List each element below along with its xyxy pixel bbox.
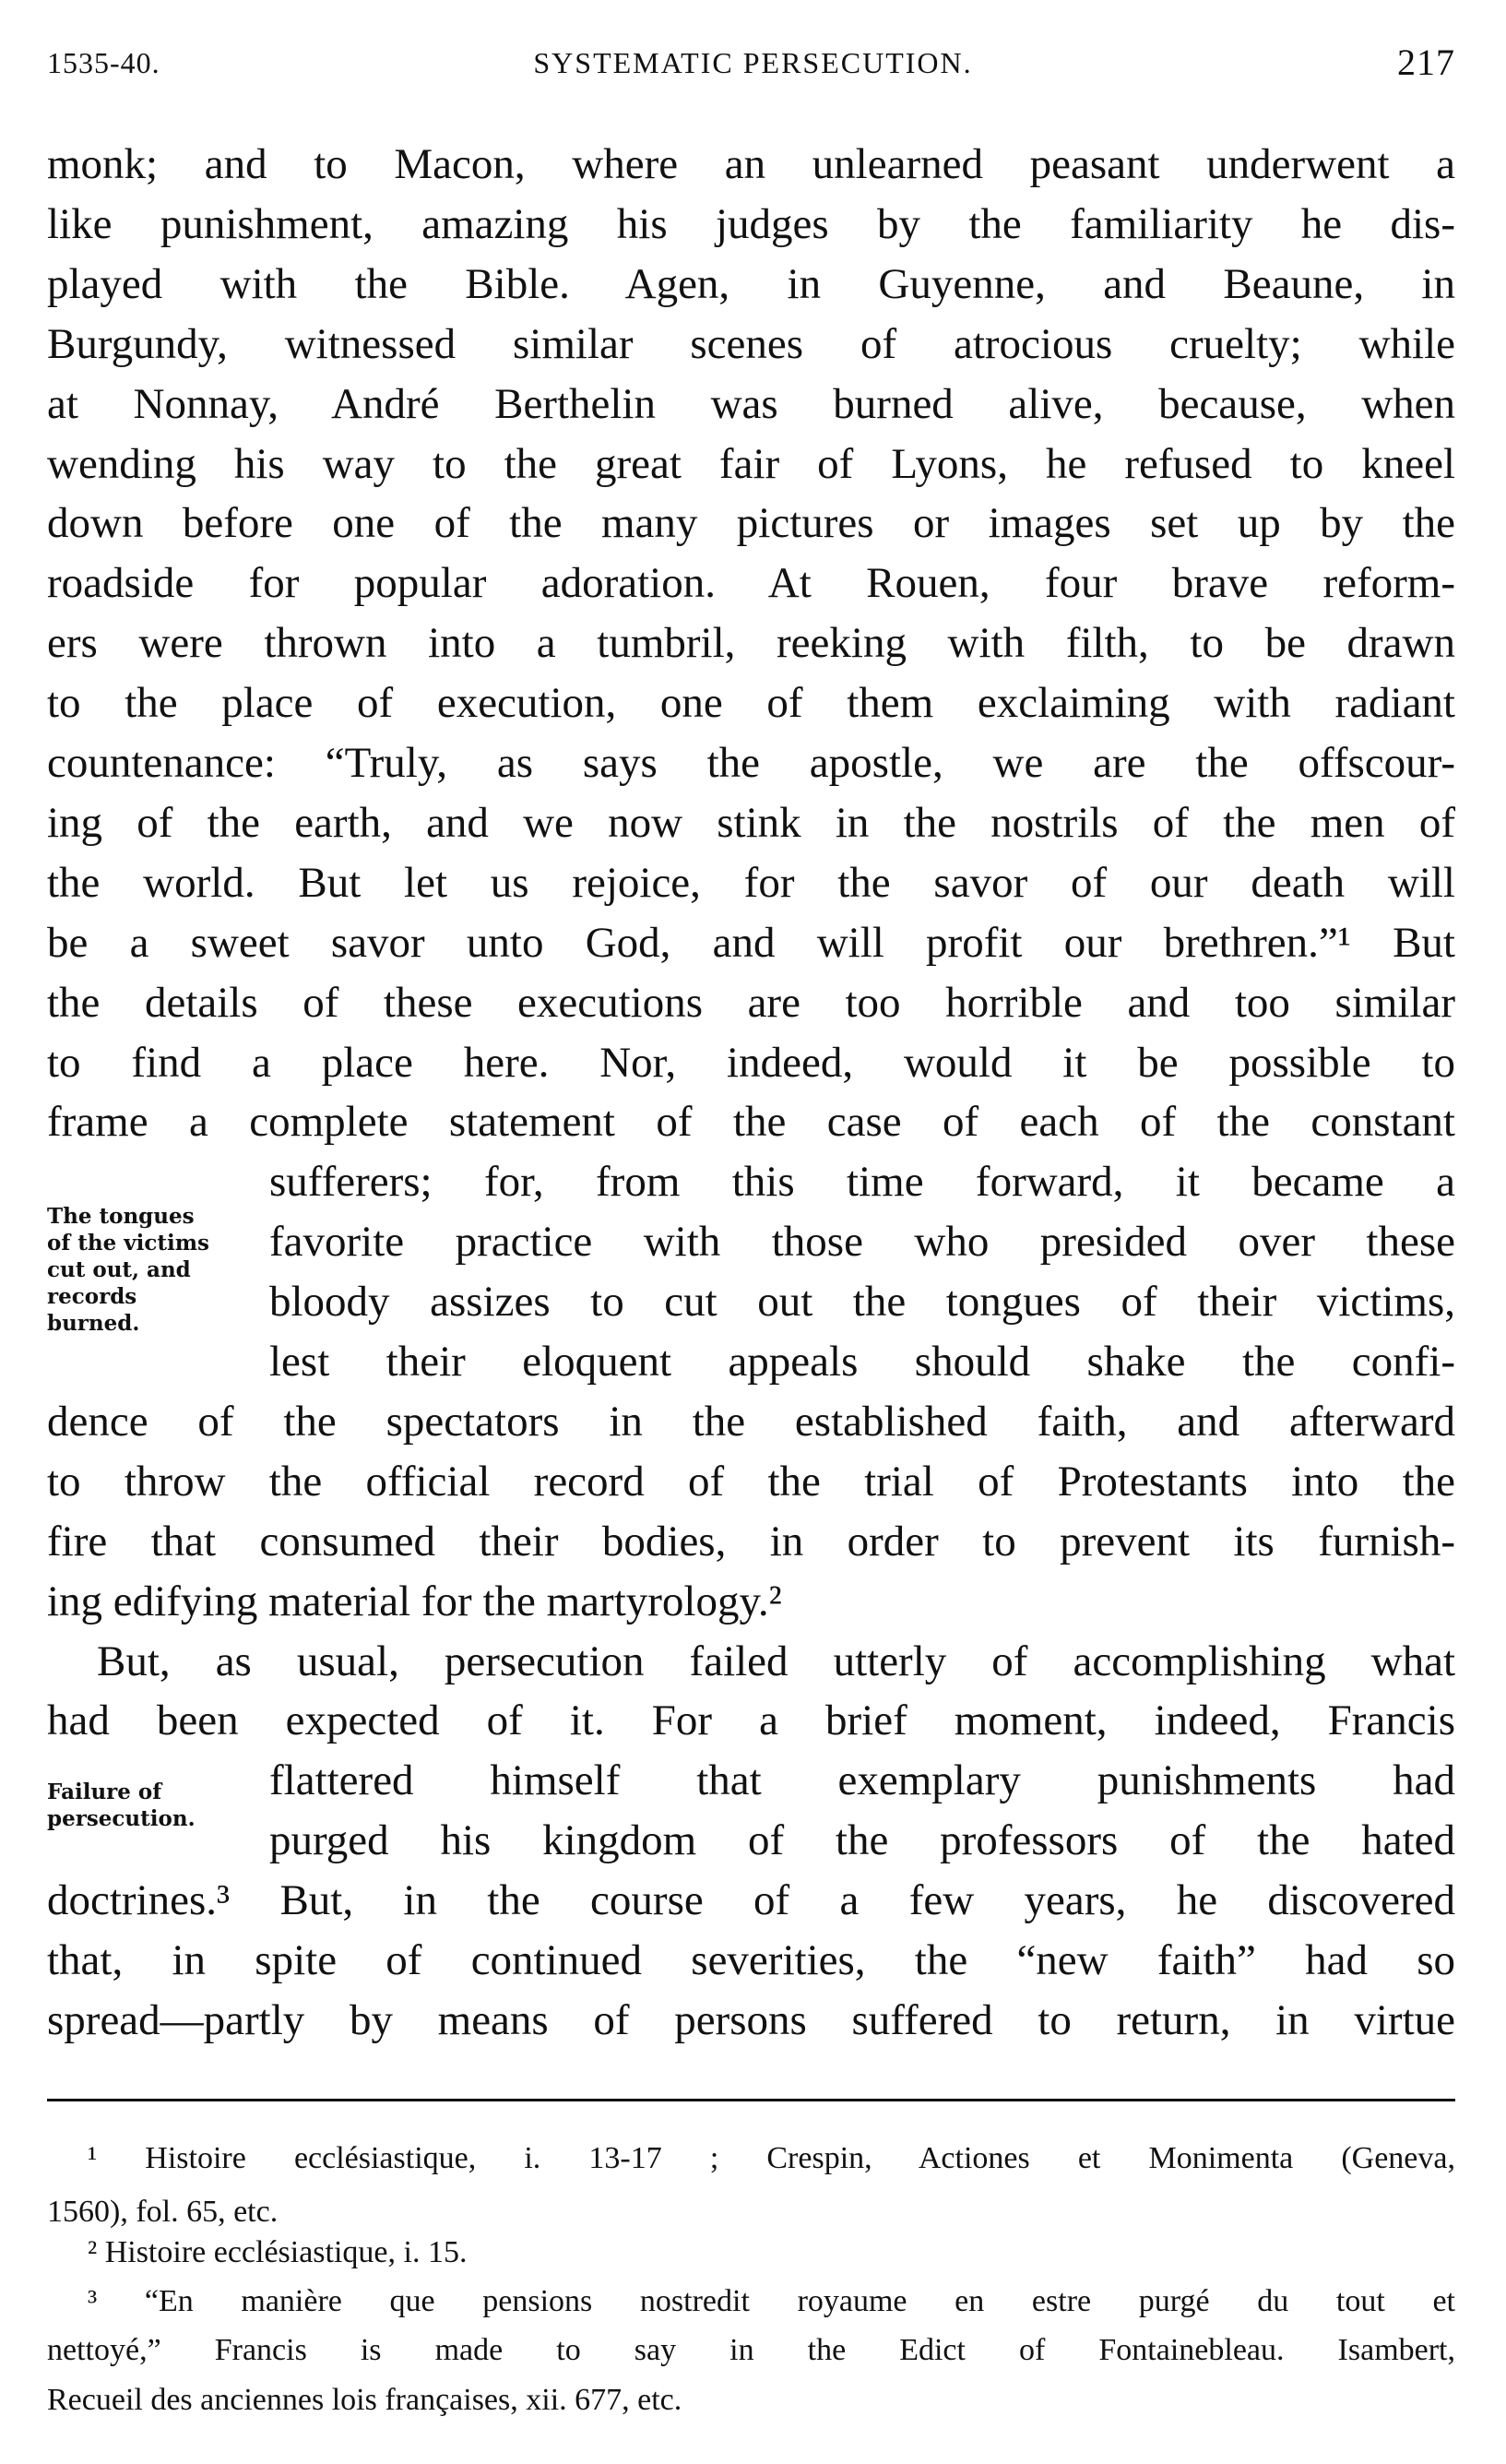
footnote-line: ² Histoire ecclésiastique, i. 15. — [88, 2235, 468, 2269]
body-line: down before one of the many pictures or images set up by the — [47, 499, 1455, 548]
body-line: lest their eloquent appeals should shake the confi- — [269, 1338, 1455, 1386]
body-line: monk; and to Macon, where an unlearned peasant underwent a — [47, 140, 1455, 188]
body-line: bloody assizes to cut out the tongues of their victims, — [269, 1278, 1455, 1327]
footnote-line: ¹ Histoire ecclésiastique, i. 13-17 ; Crespin, Actiones et Monimenta (Geneva, — [88, 2141, 1455, 2175]
body-line: purged his kingdom of the professors of the hated — [269, 1816, 1455, 1865]
footnote-line: 1560), fol. 65, etc. — [47, 2195, 279, 2229]
body-line: the world. But let us rejoice, for the savor of our death will — [47, 858, 1455, 907]
body-line: favorite practice with those who presided over these — [269, 1218, 1455, 1267]
marginal-note-line: cut out, and — [47, 1257, 191, 1282]
body-line: sufferers; for, from this time forward, it became a — [269, 1158, 1455, 1207]
body-line: Burgundy, witnessed similar scenes of atrocious cruelty; while — [47, 319, 1455, 368]
footnote-line: ³ “En manière que pensions nostredit royaume en estre purgé du tout et — [88, 2284, 1455, 2318]
body-line: played with the Bible. Agen, in Guyenne, and Beaune, in — [47, 259, 1455, 308]
footnote-line: Recueil des anciennes lois françaises, xii. 677, etc. — [47, 2383, 682, 2417]
marginal-note-line: persecution. — [47, 1806, 196, 1831]
body-line: be a sweet savor unto God, and will profit our brethren.”¹ But — [47, 918, 1455, 967]
body-line: at Nonnay, André Berthelin was burned alive, because, when — [47, 379, 1455, 428]
body-line: dence of the spectators in the established faith, and afterward — [47, 1397, 1455, 1446]
running-head-years: 1535-40. — [47, 46, 160, 79]
footnote-line: nettoyé,” Francis is made to say in the Edict of Fontainebleau. Isambert, — [47, 2333, 1455, 2367]
body-line: ing edifying material for the martyrology.² — [47, 1577, 782, 1625]
page-number: 217 — [1397, 42, 1455, 83]
body-line: doctrines.³ But, in the course of a few years, he discovered — [47, 1876, 1455, 1925]
marginal-note-line: The tongues — [47, 1204, 195, 1229]
marginal-note-line: Failure of — [47, 1780, 162, 1804]
body-line: ing of the earth, and we now stink in the nostrils of the men of — [47, 798, 1455, 847]
body-line: ers were thrown into a tumbril, reeking with filth, to be drawn — [47, 619, 1455, 668]
marginal-note-line: burned. — [47, 1311, 140, 1336]
body-line: roadside for popular adoration. At Rouen, four brave reform- — [47, 559, 1455, 608]
body-line: the details of these executions are too horrible and too similar — [47, 978, 1455, 1027]
body-line: fire that consumed their bodies, in order to prevent its furnish- — [47, 1517, 1455, 1565]
body-line: countenance: “Truly, as says the apostle, we are the offscour- — [47, 739, 1455, 787]
marginal-note-line: records — [47, 1284, 137, 1309]
body-line: frame a complete statement of the case of each of the constant — [47, 1098, 1455, 1147]
running-head-title: SYSTEMATIC PERSECUTION. — [533, 46, 973, 79]
marginal-note-line: of the victims — [47, 1231, 209, 1256]
body-line: wending his way to the great fair of Lyons, he refused to kneel — [47, 439, 1455, 488]
body-line: had been expected of it. For a brief moment, indeed, Francis — [47, 1696, 1455, 1745]
body-line: like punishment, amazing his judges by the familiarity he dis- — [47, 199, 1455, 248]
body-line: that, in spite of continued severities, the “new faith” had so — [47, 1936, 1455, 1984]
body-line: to find a place here. Nor, indeed, would it be possible to — [47, 1038, 1455, 1087]
body-line: spread—partly by means of persons suffered to return, in virtue — [47, 1995, 1455, 2044]
body-line: flattered himself that exemplary punishments had — [269, 1756, 1455, 1805]
body-line: But, as usual, persecution failed utterly of accomplishing what — [97, 1637, 1455, 1685]
body-line: to throw the official record of the trial of Protestants into the — [47, 1457, 1455, 1506]
footnote-rule — [47, 2099, 1455, 2101]
body-line: to the place of execution, one of them exclaiming with radiant — [47, 679, 1455, 728]
